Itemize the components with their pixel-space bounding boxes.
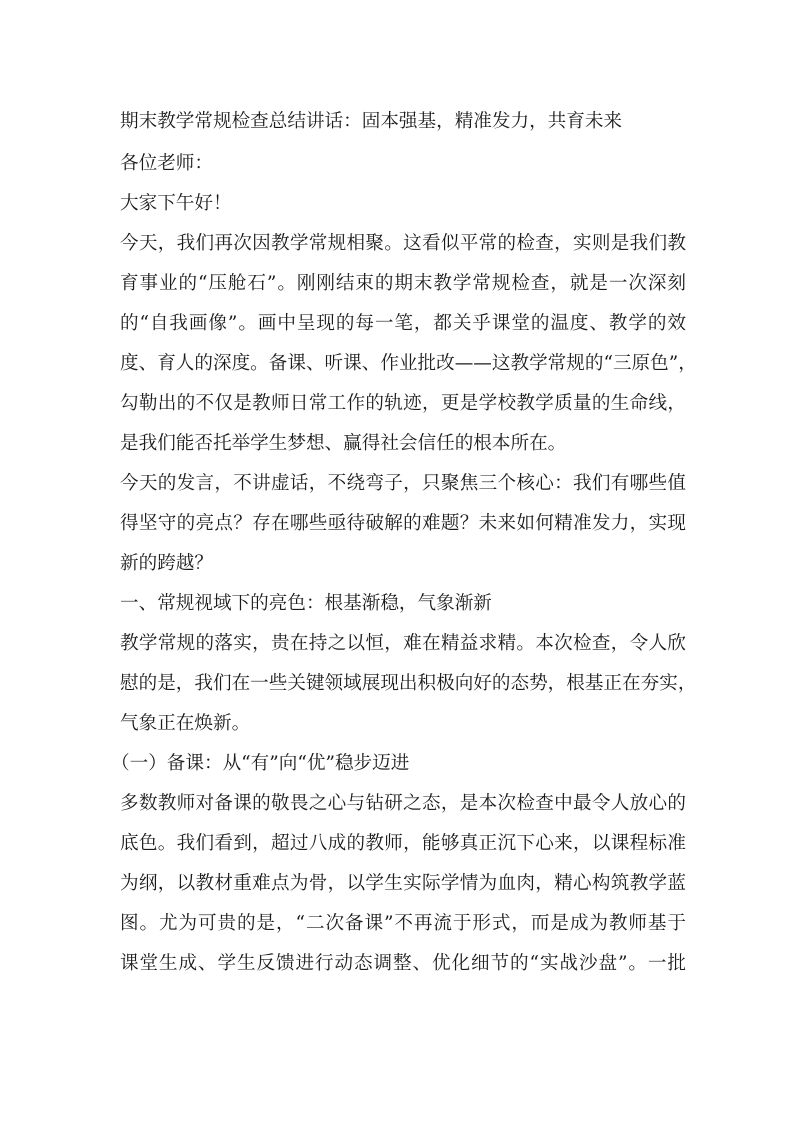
document-page	[111, 102, 697, 984]
text-line: 底色。我们看到，超过八成的教师，能够真正沉下心来，以课程标准	[120, 833, 686, 854]
text-line: 为纲，以教材重难点为骨，以学生实际学情为血肉，精心构筑教学蓝	[120, 873, 686, 894]
text-line: 多数教师对备课的敬畏之心与钻研之态，是本次检查中最令人放心的	[120, 793, 686, 814]
subsection-heading: （一）备课：从“有”向“优”稳步迈进	[111, 753, 410, 774]
document-title: 期末教学常规检查总结讲话：固本强基，精准发力，共育未来	[120, 111, 623, 132]
section-heading: 一、常规视域下的亮色：根基渐稳，气象渐新	[120, 593, 492, 614]
intro-paragraph	[120, 224, 697, 464]
text-line: 大家下午好！	[120, 193, 232, 214]
section-heading-1	[120, 584, 686, 624]
text-line: 育事业的“压舱石”。刚刚结束的期末教学常规检查，就是一次深刻	[120, 273, 686, 294]
text-line: 气象正在焕新。	[120, 713, 251, 734]
text-line: 今天的发言，不讲虚话，不绕弯子，只聚焦三个核心：我们有哪些值	[120, 473, 686, 494]
text-line: 各位老师：	[120, 153, 213, 174]
text-line: 是我们能否托举学生梦想、赢得社会信任的根本所在。	[120, 433, 567, 454]
salutation-paragraph	[120, 144, 686, 184]
text-line: 慰的是，我们在一些关键领域展现出积极向好的态势，根基正在夯实，	[120, 673, 697, 694]
greeting-paragraph	[120, 184, 686, 224]
text-line: 度、育人的深度。备课、听课、作业批改——这教学常规的“三原色”，	[120, 353, 697, 374]
lesson-prep-paragraph	[120, 784, 686, 984]
section-1-intro-paragraph	[120, 624, 697, 744]
text-line: 新的跨越？	[120, 553, 213, 574]
text-line: 教学常规的落实，贵在持之以恒，难在精益求精。本次检查，令人欣	[120, 633, 686, 654]
text-line: 的“自我画像”。画中呈现的每一笔，都关乎课堂的温度、教学的效	[120, 313, 686, 334]
text-line: 课堂生成、学生反馈进行动态调整、优化细节的“实战沙盘”。一批	[120, 953, 686, 974]
subsection-heading-1	[111, 744, 686, 784]
text-line: 今天，我们再次因教学常规相聚。这看似平常的检查，实则是我们教	[120, 233, 686, 254]
text-line: 图。尤为可贵的是，“二次备课”不再流于形式，而是成为教师基于	[120, 913, 686, 934]
text-line: 勾勒出的不仅是教师日常工作的轨迹，更是学校教学质量的生命线，	[120, 393, 686, 414]
text-line: 得坚守的亮点？存在哪些亟待破解的难题？未来如何精准发力，实现	[120, 513, 686, 534]
focus-paragraph	[120, 464, 686, 584]
